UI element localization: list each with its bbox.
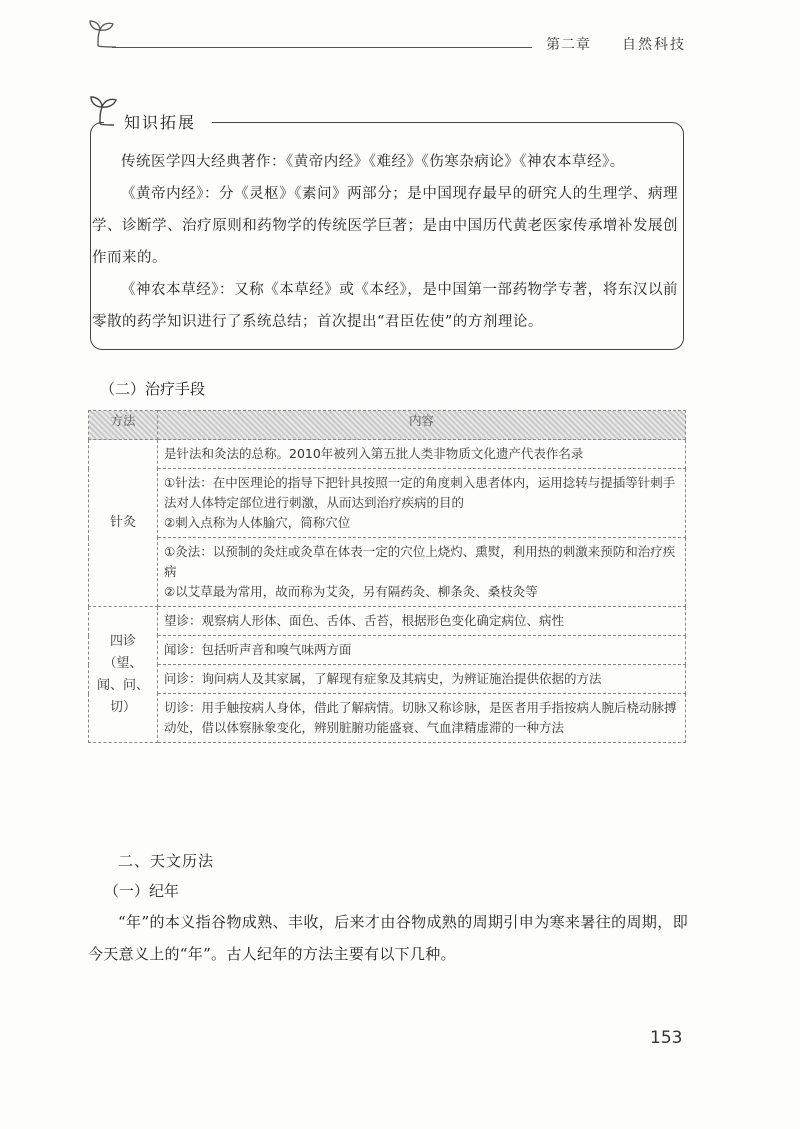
table-header-row — [89, 411, 686, 440]
content-cell: 闻诊：包括听声音和嗅气味两方面 — [158, 636, 686, 665]
content-cell: ①针法：在中医理论的指导下把针具按照一定的角度刺入患者体内，运用捻转与提插等针刺手法对人体特定部位进行刺激，从而达到治疗疾病的目的 ②刺入点称为人体腧穴，简称穴位 — [158, 469, 686, 538]
content-cell: 望诊：观察病人形体、面色、舌体、舌苔，根据形色变化确定病位、病性 — [158, 607, 686, 636]
content-cell: 是针法和灸法的总称。2010年被列入第五批人类非物质文化遗产代表作名录 — [158, 440, 686, 469]
knowledge-box-title: 知识拓展 — [124, 113, 197, 132]
header-rule — [112, 47, 532, 48]
sprout-icon — [84, 16, 118, 50]
table-row — [89, 665, 686, 694]
content-cell: ①灸法：以预制的灸炷或灸草在体表一定的穴位上烧灼、熏熨，利用热的刺激来预防和治疗疾病 ②以艾草最为常用，故而称为艾灸，另有隔药灸、柳条灸、桑枝灸等 — [158, 538, 686, 607]
knowledge-paragraph: 传统医学四大经典著作：《黄帝内经》《难经》《伤寒杂病论》《神农本草经》。 — [121, 154, 625, 170]
table-row — [89, 636, 686, 665]
category-cell: 四诊 （望、闻、问、切） — [89, 607, 158, 743]
header-section: 自然科技 — [622, 37, 686, 53]
column-header: 内容 — [158, 411, 686, 440]
table-row — [89, 469, 686, 538]
treatment-table — [88, 410, 686, 743]
header-chapter: 第二章 — [546, 37, 591, 53]
sprout-icon — [84, 90, 124, 130]
content-cell: 切诊：用手触按病人身体，借此了解病情。切脉又称诊脉，是医者用手指按病人腕后桡动脉搏动处，借以体察脉象变化，辨别脏腑功能盛衰、气血津精虚滞的一种方法 — [158, 694, 686, 743]
knowledge-paragraph: 《黄帝内经》：分《灵枢》《素问》两部分；是中国现存最早的研究人的生理学、病理学、诊断学、治疗原则和药物学的传统医学巨著；是由中国历代黄老医家传承增补发展创作而来的。 — [92, 186, 678, 266]
table-row — [89, 538, 686, 607]
table-row — [89, 607, 686, 636]
content-cell: 问诊：询问病人及其家属，了解现有症象及其病史，为辨证施治提供依据的方法 — [158, 665, 686, 694]
body-paragraph: “年”的本义指谷物成熟、丰收，后来才由谷物成熟的周期引申为寒来暑往的周期，即今天意义上的“年”。古人纪年的方法主要有以下几种。 — [88, 913, 688, 963]
subsection-heading: （一）纪年 — [104, 882, 180, 900]
table-row — [89, 694, 686, 743]
knowledge-paragraph: 《神农本草经》：又称《本草经》或《本经》，是中国第一部药物学专著，将东汉以前零散的药学知识进行了系统总结；首次提出“君臣佐使”的方剂理论。 — [92, 282, 678, 330]
subsection-heading: （二）治疗手段 — [100, 380, 206, 398]
column-header: 方法 — [89, 411, 158, 440]
page-number: 153 — [650, 1028, 683, 1048]
section-heading: 二、天文历法 — [118, 852, 215, 870]
category-cell: 针灸 — [89, 440, 158, 607]
table-row — [89, 440, 686, 469]
